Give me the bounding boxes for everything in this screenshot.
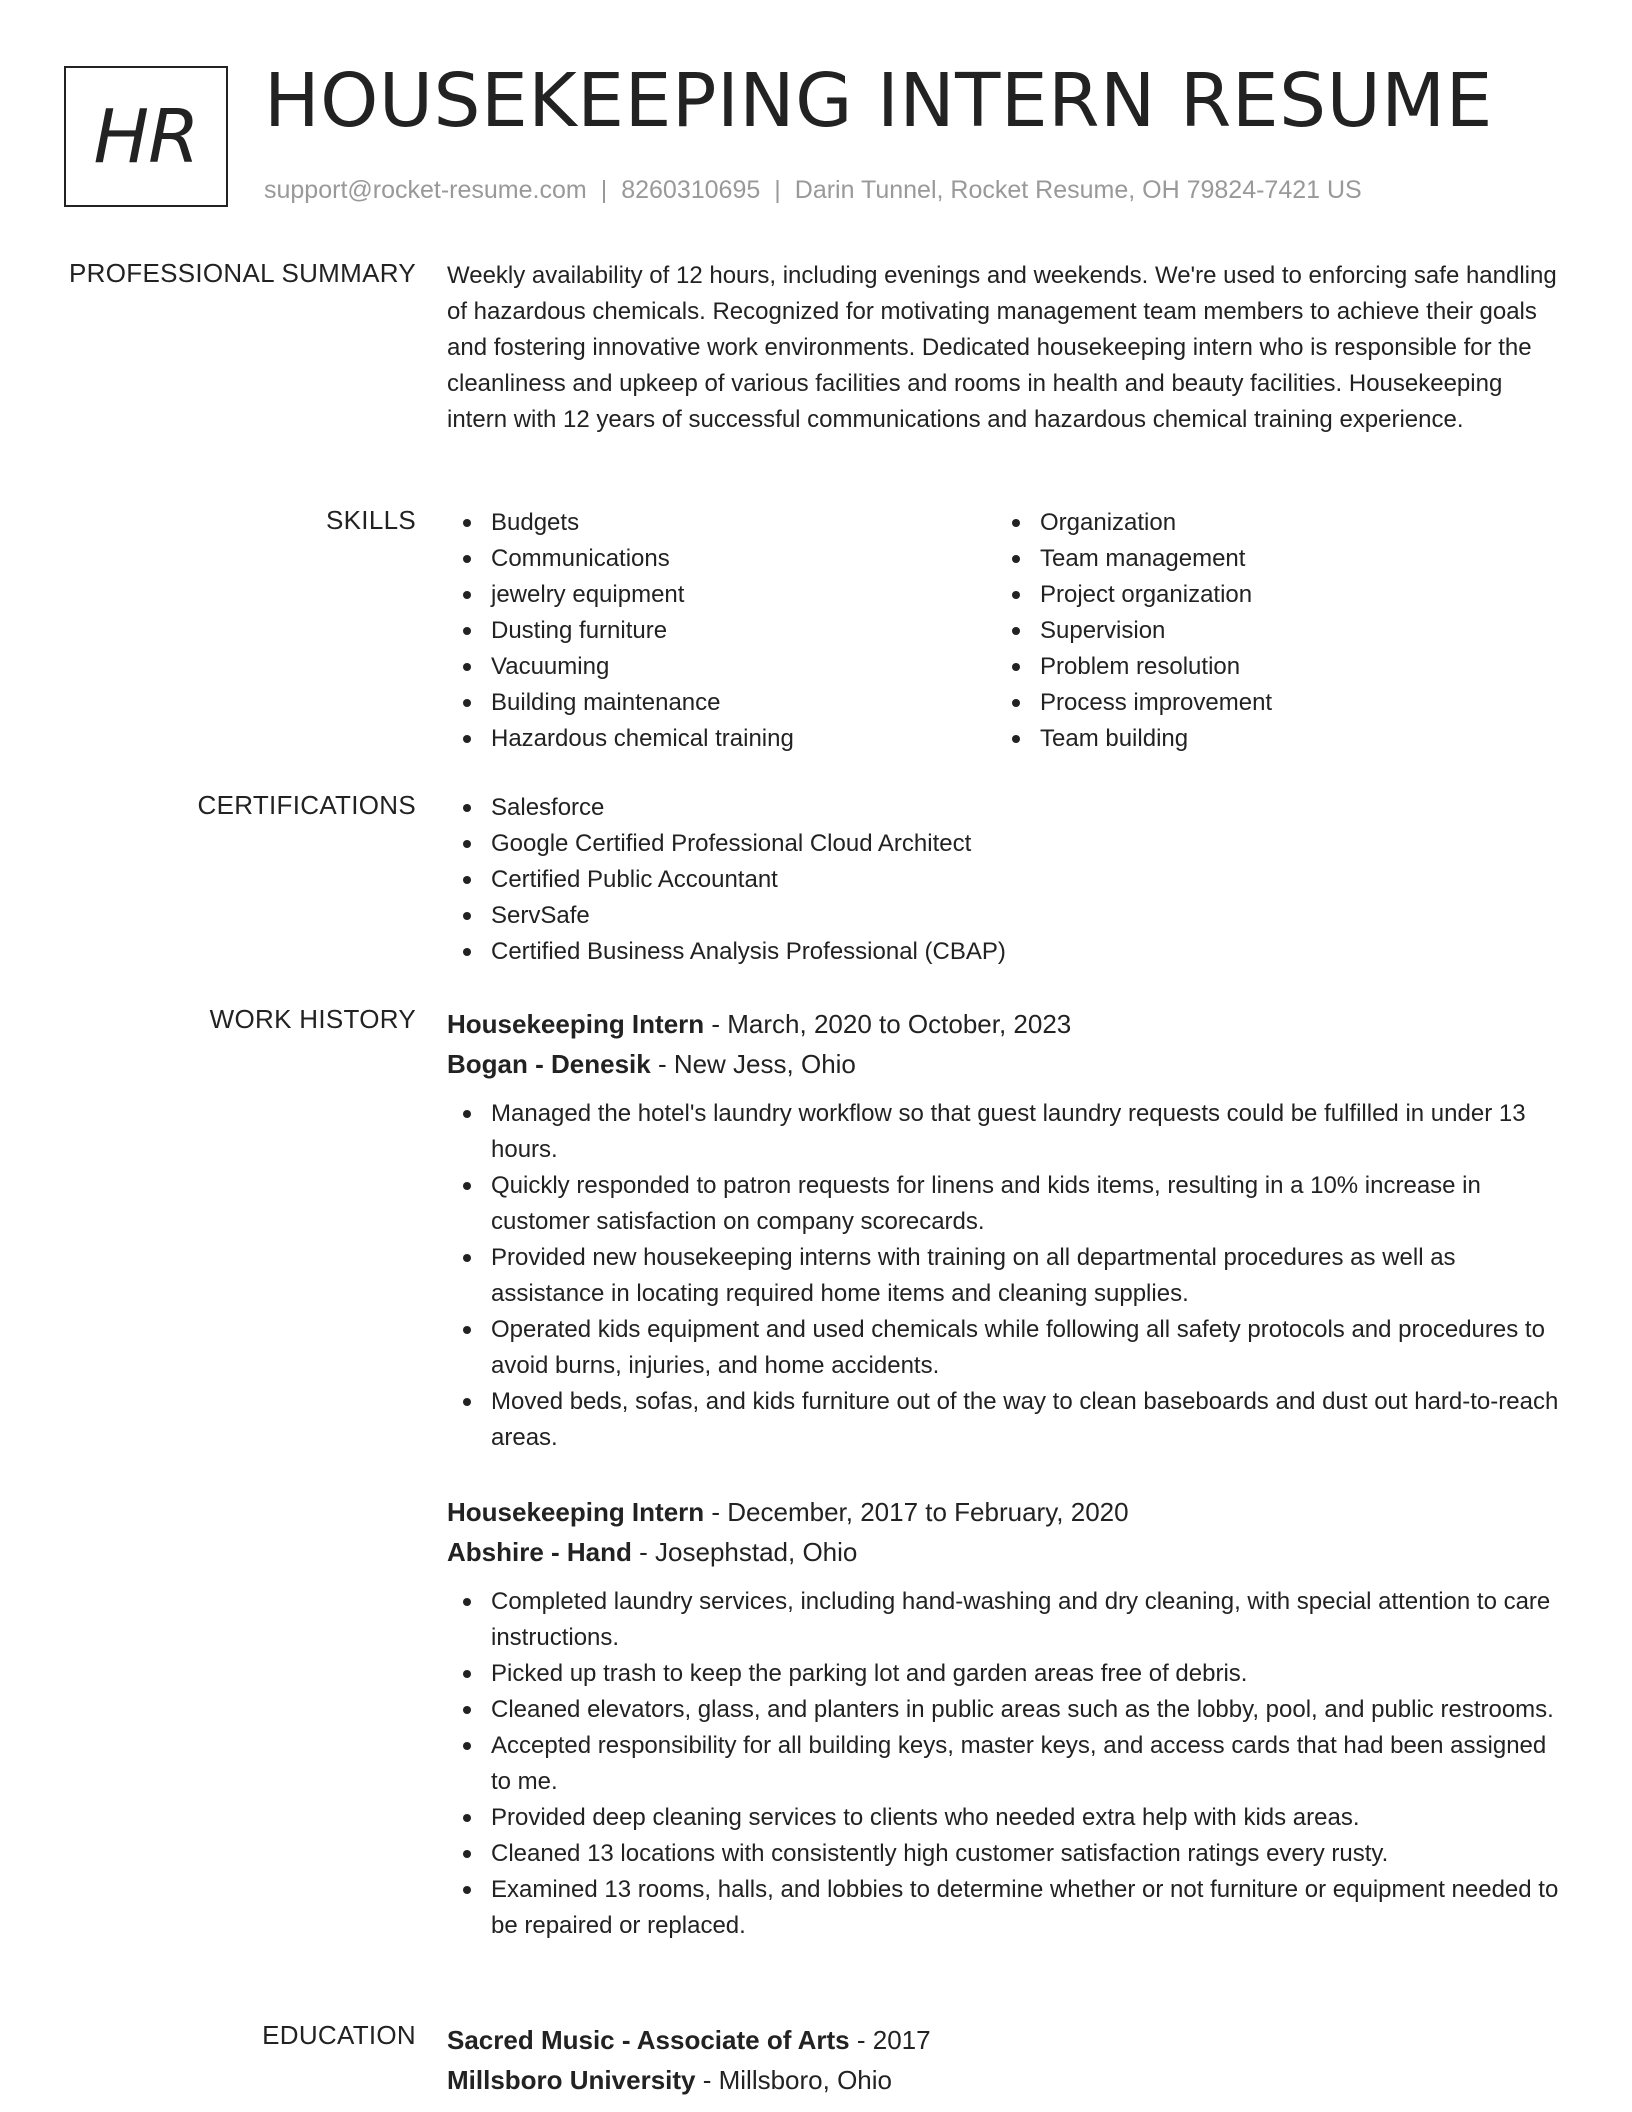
education-degree: Sacred Music - Associate of Arts [447,2025,850,2055]
job-bullet: Examined 13 rooms, halls, and lobbies to determine whether or not furniture or equipment needed to be repaired or replaced. [447,1872,1565,1944]
job-bullet: Picked up trash to keep the parking lot and garden areas free of debris. [447,1656,1565,1692]
job-title: Housekeeping Intern [447,1009,705,1039]
contact-address: Darin Tunnel, Rocket Resume, OH 79824-7421 US [794,176,1362,204]
summary-section [447,258,1565,438]
job-bullet: Cleaned elevators, glass, and planters in public areas such as the lobby, pool, and public restrooms. [447,1692,1565,1728]
education-degree-line [447,2020,1565,2060]
skill-item: Organization [996,505,1545,541]
job-title-line [447,1492,1565,1532]
work-history-section-2 [447,1492,1565,1944]
skill-item: Dusting furniture [447,613,996,649]
job-company-line [447,1044,1565,1084]
certification-item: Google Certified Professional Cloud Architect [447,826,1565,862]
certifications-heading: CERTIFICATIONS [197,790,416,820]
skills-list-left [447,505,996,757]
skills-list-right [996,505,1545,757]
education-school: Millsboro University [447,2065,696,2095]
job-bullet: Managed the hotel's laundry workflow so that guest laundry requests could be fulfilled in under 13 hours. [447,1096,1565,1168]
summary-heading: PROFESSIONAL SUMMARY [69,258,416,288]
contact-separator: | [774,176,781,204]
skill-item: Process improvement [996,685,1545,721]
certification-item: Certified Business Analysis Professional (CBAP) [447,934,1565,970]
certification-item: Certified Public Accountant [447,862,1565,898]
work-history-heading: WORK HISTORY [209,1004,416,1034]
job-dates: - December, 2017 to February, 2020 [704,1497,1129,1527]
skill-item: Problem resolution [996,649,1545,685]
education-school-line [447,2060,1565,2100]
job-bullet: Cleaned 13 locations with consistently high customer satisfaction ratings every rusty. [447,1836,1565,1872]
contact-email[interactable]: support@rocket-resume.com [264,176,587,204]
skill-item: Budgets [447,505,996,541]
job-title-line [447,1004,1565,1044]
skill-item: Project organization [996,577,1545,613]
job-bullet: Provided deep cleaning services to clients who needed extra help with kids areas. [447,1800,1565,1836]
job-company-line [447,1532,1565,1572]
certification-item: ServSafe [447,898,1565,934]
skills-heading: SKILLS [326,505,416,535]
certification-item: Salesforce [447,790,1565,826]
job-bullet: Provided new housekeeping interns with training on all departmental procedures as well as assistance in locating required home items and cleaning supplies. [447,1240,1565,1312]
job-dates: - March, 2020 to October, 2023 [704,1009,1072,1039]
skill-item: Hazardous chemical training [447,721,996,757]
education-heading: EDUCATION [262,2020,416,2050]
skill-item: Supervision [996,613,1545,649]
job-company: Bogan - Denesik [447,1049,651,1079]
skill-item: Communications [447,541,996,577]
resume-title: HOUSEKEEPING INTERN RESUME [264,58,1493,144]
job-bullet: Operated kids equipment and used chemicals while following all safety protocols and procedures to avoid burns, injuries, and home accidents. [447,1312,1565,1384]
skill-item: Team building [996,721,1545,757]
skill-item: Vacuuming [447,649,996,685]
skills-section [447,505,1565,757]
skill-item: Team management [996,541,1545,577]
summary-text: Weekly availability of 12 hours, including evenings and weekends. We're used to enforcing safe handling of hazardous chemicals. Recognized for motivating management team members to achieve their goals and fostering innovative work environments. Dedicated housekeeping intern who is responsible for the cleanliness and upkeep of various facilities and rooms in health and beauty facilities. Housekeeping intern with 12 years of successful communications and hazardous chemical training experience. [447,262,1557,433]
job-bullet: Quickly responded to patron requests for linens and kids items, resulting in a 10% increase in customer satisfaction on company scorecards. [447,1168,1565,1240]
job-bullet: Completed laundry services, including hand-washing and dry cleaning, with special attention to care instructions. [447,1584,1565,1656]
education-year: - 2017 [849,2025,931,2055]
certifications-section [447,790,1565,970]
contact-separator: | [600,176,608,204]
contact-line [264,176,1362,205]
skill-item: jewelry equipment [447,577,996,613]
skill-item: Building maintenance [447,685,996,721]
initials: HR [93,93,199,180]
job-entry [447,1004,1565,1456]
job-bullet: Moved beds, sofas, and kids furniture out of the way to clean baseboards and dust out hard-to-reach areas. [447,1384,1565,1456]
monogram-box [64,66,228,207]
education-section [447,2020,1565,2100]
job-bullets [447,1096,1565,1456]
contact-phone[interactable]: 8260310695 [621,176,761,204]
job-location: - New Jess, Ohio [650,1049,856,1079]
job-title: Housekeeping Intern [447,1497,705,1527]
education-location: - Millsboro, Ohio [695,2065,892,2095]
certifications-list [447,790,1565,970]
job-bullets [447,1584,1565,1944]
job-bullet: Accepted responsibility for all building keys, master keys, and access cards that had been assigned to me. [447,1728,1565,1800]
job-entry [447,1492,1565,1944]
work-history-section [447,1004,1565,1456]
job-company: Abshire - Hand [447,1537,632,1567]
job-location: - Josephstad, Ohio [631,1537,858,1567]
